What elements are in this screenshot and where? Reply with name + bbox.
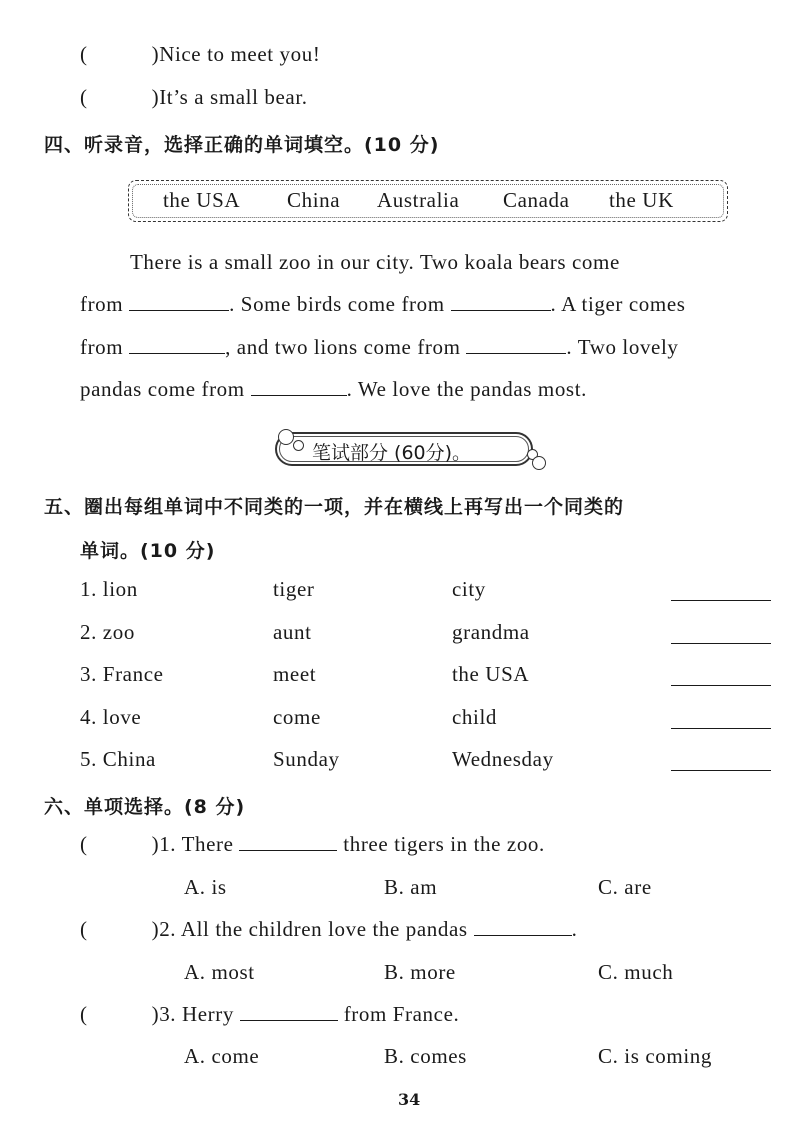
- row-4-word-c: child: [452, 705, 497, 729]
- question-3: ( )3. Herry from France.: [80, 1002, 460, 1026]
- word-canada: Canada: [503, 188, 570, 212]
- row-2-word-a: 2. zoo: [80, 620, 135, 644]
- fill-blank[interactable]: [129, 337, 225, 354]
- word-china: China: [287, 188, 341, 212]
- fill-blank[interactable]: [251, 379, 347, 396]
- q3-option-c: C. is coming: [598, 1044, 712, 1068]
- row-3-word-c: the USA: [452, 662, 530, 686]
- row-1-word-c: city: [452, 577, 486, 601]
- row-3-word-a: 3. France: [80, 662, 164, 686]
- paragraph-line-2: from . Some birds come from . A tiger comes: [80, 292, 686, 316]
- row-3-word-b: meet: [273, 662, 317, 686]
- paragraph-line-4: pandas come from . We love the pandas most.: [80, 377, 587, 401]
- section4-title: 四、听录音，选择正确的单词填空。(10 分): [44, 134, 440, 156]
- item-text: It’s a small bear.: [159, 85, 308, 109]
- row-4-word-b: come: [273, 705, 321, 729]
- item-small-bear: ( )It’s a small bear.: [80, 85, 308, 109]
- fill-blank[interactable]: [474, 919, 572, 936]
- answer-line[interactable]: [671, 685, 771, 686]
- q3-option-b: B. comes: [384, 1044, 467, 1068]
- row-2-word-c: grandma: [452, 620, 530, 644]
- answer-line[interactable]: [671, 643, 771, 644]
- fill-blank[interactable]: [129, 294, 229, 311]
- row-5-word-b: Sunday: [273, 747, 340, 771]
- item-nice-to-meet-you: ( )Nice to meet you!: [80, 42, 321, 66]
- section6-title: 六、单项选择。(8 分): [44, 796, 246, 818]
- q1-option-c: C. are: [598, 875, 652, 899]
- banner-circle-decoration: [532, 456, 546, 470]
- q2-option-a: A. most: [184, 960, 255, 984]
- section5-title-line-1: 五、圈出每组单词中不同类的一项，并在横线上再写出一个同类的: [44, 496, 625, 518]
- word-the-uk: the UK: [609, 188, 674, 212]
- banner-title: 笔试部分 (60分)。: [312, 442, 472, 464]
- word-the-usa: the USA: [163, 188, 241, 212]
- answer-line[interactable]: [671, 728, 771, 729]
- word-australia: Australia: [377, 188, 460, 212]
- page-number: 34: [398, 1090, 421, 1109]
- question-2: ( )2. All the children love the pandas .: [80, 917, 578, 941]
- section5-title-line-2: 单词。(10 分): [80, 540, 216, 562]
- q2-option-c: C. much: [598, 960, 674, 984]
- q1-option-a: A. is: [184, 875, 227, 899]
- q3-option-a: A. come: [184, 1044, 260, 1068]
- paragraph-line-3: from , and two lions come from . Two lovely: [80, 335, 679, 359]
- item-text: Nice to meet you!: [159, 42, 321, 66]
- paragraph-line-1: There is a small zoo in our city. Two koala bears come: [130, 250, 620, 274]
- row-1-word-b: tiger: [273, 577, 315, 601]
- question-1: ( )1. There three tigers in the zoo.: [80, 832, 545, 856]
- banner-circle-decoration: [293, 440, 304, 451]
- fill-blank[interactable]: [451, 294, 551, 311]
- row-5-word-c: Wednesday: [452, 747, 554, 771]
- row-1-word-a: 1. lion: [80, 577, 138, 601]
- row-5-word-a: 5. China: [80, 747, 156, 771]
- fill-blank[interactable]: [240, 1004, 338, 1021]
- answer-line[interactable]: [671, 600, 771, 601]
- q1-option-b: B. am: [384, 875, 438, 899]
- banner-circle-decoration: [278, 429, 294, 445]
- row-4-word-a: 4. love: [80, 705, 142, 729]
- fill-blank[interactable]: [239, 834, 337, 851]
- q2-option-b: B. more: [384, 960, 456, 984]
- row-2-word-b: aunt: [273, 620, 312, 644]
- answer-line[interactable]: [671, 770, 771, 771]
- fill-blank[interactable]: [466, 337, 566, 354]
